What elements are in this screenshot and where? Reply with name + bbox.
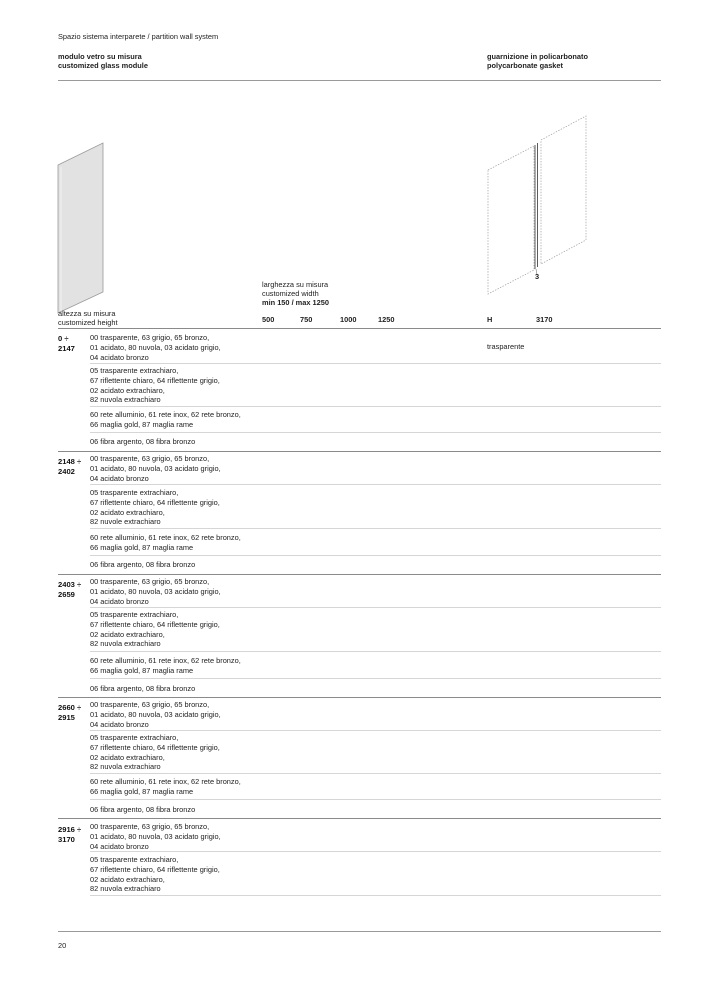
height-range-from: 0 ÷ xyxy=(58,334,69,343)
finish-option xyxy=(90,822,260,851)
option-divider xyxy=(90,406,661,407)
width-header-line2: customized width xyxy=(262,289,319,298)
height-range-4 xyxy=(58,703,88,723)
height-range-from: 2148 ÷ xyxy=(58,457,82,466)
finish-line: 05 trasparente extrachiaro, xyxy=(90,610,179,619)
finish-line: 06 fibra argento, 08 fibra bronzo xyxy=(90,437,196,446)
finish-line: 01 acidato, 80 nuvola, 03 acidato grigio, xyxy=(90,342,221,352)
option-divider xyxy=(90,895,661,896)
finish-line: 05 trasparente extrachiaro, xyxy=(90,488,179,497)
finish-line: 67 riflettente chiaro, 64 riflettente grigio, xyxy=(90,742,220,752)
finish-option xyxy=(90,684,260,694)
right-col-h: H xyxy=(487,315,493,324)
finish-option xyxy=(90,560,260,570)
finish-option xyxy=(90,656,260,676)
option-divider xyxy=(90,651,661,652)
finish-line: 60 rete alluminio, 61 rete inox, 62 rete bronzo, xyxy=(90,410,241,419)
height-range-1 xyxy=(58,334,88,354)
header-rule xyxy=(58,80,661,81)
finish-line: 67 riflettente chiaro, 64 riflettente grigio, xyxy=(90,864,220,874)
page-header: Spazio sistema interparete / partition wall system xyxy=(58,32,219,41)
finish-line: 82 nuvola extrachiaro xyxy=(90,639,161,649)
finish-line: 02 acidato extrachiaro, xyxy=(90,752,165,762)
page-number: 20 xyxy=(58,941,67,950)
option-divider xyxy=(90,555,661,556)
finish-line: 66 maglia gold, 87 maglia rame xyxy=(90,542,194,552)
finish-line: 00 trasparente, 63 grigio, 65 bronzo, xyxy=(90,333,210,342)
left-title-en: customized glass module xyxy=(58,61,148,70)
finish-line: 67 riflettente chiaro, 64 riflettente grigio, xyxy=(90,497,220,507)
finish-line: 66 maglia gold, 87 maglia rame xyxy=(90,786,194,796)
finish-option xyxy=(90,488,260,527)
finish-option xyxy=(90,610,260,649)
finish-line: 60 rete alluminio, 61 rete inox, 62 rete bronzo, xyxy=(90,656,241,665)
height-range-from: 2403 ÷ xyxy=(58,580,82,589)
height-range-2 xyxy=(58,457,88,477)
height-range-to: 2915 xyxy=(58,712,75,722)
finish-line: 67 riflettente chiaro, 64 riflettente grigio, xyxy=(90,375,220,385)
finish-option xyxy=(90,410,260,430)
gasket-illustration xyxy=(484,112,589,297)
finish-line: 66 maglia gold, 87 maglia rame xyxy=(90,419,194,429)
finish-option xyxy=(90,700,260,729)
right-col-3170: 3170 xyxy=(536,315,553,324)
glass-panel-illustration xyxy=(55,140,107,315)
width-header-line1: larghezza su misura xyxy=(262,280,329,289)
finish-line: 82 nuvola extrachiaro xyxy=(90,395,161,405)
finish-option xyxy=(90,777,260,797)
option-divider xyxy=(90,607,661,608)
finish-line: 04 acidato bronzo xyxy=(90,473,149,483)
finish-line: 00 trasparente, 63 grigio, 65 bronzo, xyxy=(90,577,210,586)
width-col-500: 500 xyxy=(262,315,275,324)
width-col-1250: 1250 xyxy=(378,315,395,324)
right-value: trasparente xyxy=(487,342,525,351)
finish-option xyxy=(90,577,260,606)
finish-line: 06 fibra argento, 08 fibra bronzo xyxy=(90,684,196,693)
finish-line: 82 nuvole extrachiaro xyxy=(90,517,161,527)
finish-line: 00 trasparente, 63 grigio, 65 bronzo, xyxy=(90,822,210,831)
footer-rule xyxy=(58,931,661,932)
finish-line: 00 trasparente, 63 grigio, 65 bronzo, xyxy=(90,454,210,463)
width-col-1000: 1000 xyxy=(340,315,357,324)
width-header-line3: min 150 / max 1250 xyxy=(262,298,329,307)
finish-line: 01 acidato, 80 nuvola, 03 acidato grigio, xyxy=(90,463,221,473)
height-range-3 xyxy=(58,580,88,600)
finish-line: 04 acidato bronzo xyxy=(90,841,149,851)
finish-line: 05 trasparente extrachiaro, xyxy=(90,855,179,864)
finish-line: 01 acidato, 80 nuvola, 03 acidato grigio, xyxy=(90,709,221,719)
finish-line: 60 rete alluminio, 61 rete inox, 62 rete bronzo, xyxy=(90,533,241,542)
table-header-rule xyxy=(58,328,661,329)
height-header-line1: altezza su misura xyxy=(58,309,116,318)
height-range-to: 2402 xyxy=(58,466,75,476)
finish-line: 01 acidato, 80 nuvola, 03 acidato grigio, xyxy=(90,586,221,596)
row-divider xyxy=(58,451,661,452)
option-divider xyxy=(90,730,661,731)
finish-option xyxy=(90,805,260,815)
height-range-5 xyxy=(58,825,88,845)
finish-line: 01 acidato, 80 nuvola, 03 acidato grigio, xyxy=(90,831,221,841)
right-title-en: polycarbonate gasket xyxy=(487,61,563,70)
height-range-to: 3170 xyxy=(58,834,75,844)
finish-option xyxy=(90,437,260,447)
finish-line: 04 acidato bronzo xyxy=(90,352,149,362)
finish-line: 02 acidato extrachiaro, xyxy=(90,507,165,517)
finish-line: 66 maglia gold, 87 maglia rame xyxy=(90,665,194,675)
gasket-label: 3 xyxy=(535,272,540,281)
height-range-to: 2659 xyxy=(58,589,75,599)
width-col-750: 750 xyxy=(300,315,313,324)
finish-option xyxy=(90,733,260,772)
finish-option xyxy=(90,855,260,894)
finish-line: 02 acidato extrachiaro, xyxy=(90,629,165,639)
option-divider xyxy=(90,851,661,852)
finish-line: 00 trasparente, 63 grigio, 65 bronzo, xyxy=(90,700,210,709)
option-divider xyxy=(90,432,661,433)
finish-line: 06 fibra argento, 08 fibra bronzo xyxy=(90,560,196,569)
row-divider xyxy=(58,818,661,819)
height-range-from: 2916 ÷ xyxy=(58,825,82,834)
finish-line: 02 acidato extrachiaro, xyxy=(90,385,165,395)
option-divider xyxy=(90,363,661,364)
finish-line: 05 trasparente extrachiaro, xyxy=(90,366,179,375)
finish-option xyxy=(90,366,260,405)
row-divider xyxy=(58,574,661,575)
finish-option xyxy=(90,533,260,553)
finish-line: 82 nuvola extrachiaro xyxy=(90,884,161,894)
height-range-from: 2660 ÷ xyxy=(58,703,82,712)
finish-line: 04 acidato bronzo xyxy=(90,719,149,729)
option-divider xyxy=(90,773,661,774)
finish-line: 04 acidato bronzo xyxy=(90,596,149,606)
finish-line: 82 nuvola extrachiaro xyxy=(90,762,161,772)
height-header-line2: customized height xyxy=(58,318,118,327)
option-divider xyxy=(90,528,661,529)
right-title-it: guarnizione in policarbonato xyxy=(487,52,589,61)
option-divider xyxy=(90,799,661,800)
row-divider xyxy=(58,697,661,698)
option-divider xyxy=(90,484,661,485)
option-divider xyxy=(90,678,661,679)
height-range-to: 2147 xyxy=(58,343,75,353)
finish-line: 06 fibra argento, 08 fibra bronzo xyxy=(90,805,196,814)
finish-line: 67 riflettente chiaro, 64 riflettente grigio, xyxy=(90,619,220,629)
finish-option xyxy=(90,454,260,483)
left-title-it: modulo vetro su misura xyxy=(58,52,142,61)
finish-line: 05 trasparente extrachiaro, xyxy=(90,733,179,742)
finish-line: 02 acidato extrachiaro, xyxy=(90,874,165,884)
finish-option xyxy=(90,333,260,362)
finish-line: 60 rete alluminio, 61 rete inox, 62 rete bronzo, xyxy=(90,777,241,786)
